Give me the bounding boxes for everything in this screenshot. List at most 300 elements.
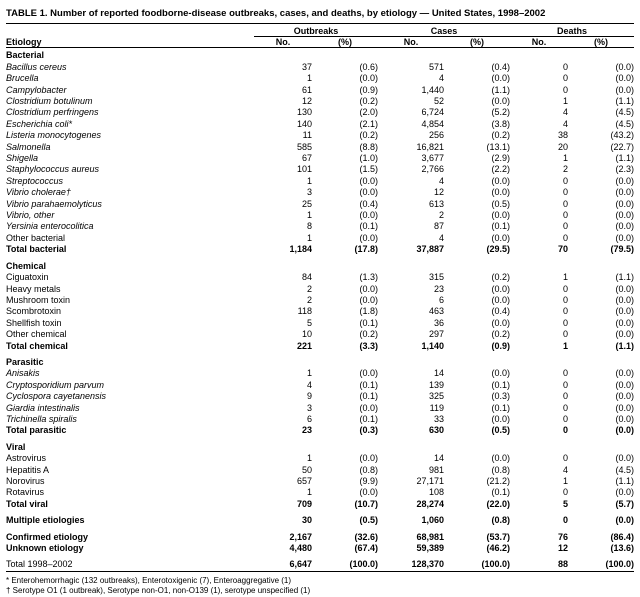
table-row bbox=[6, 107, 634, 118]
cell-cases-pct: (0.2) bbox=[491, 272, 510, 283]
cell-deaths-pct: (0.0) bbox=[615, 306, 634, 317]
cell-cases-pct: (0.0) bbox=[491, 232, 510, 243]
cell-cases-no: 128,370 bbox=[411, 559, 444, 570]
cell-outbreaks-pct: (0.6) bbox=[359, 61, 378, 72]
cell-outbreaks-pct: (0.0) bbox=[359, 487, 378, 498]
cell-outbreaks-pct: (0.1) bbox=[359, 413, 378, 424]
cell-outbreaks-no: 37 bbox=[301, 61, 312, 72]
cell-outbreaks-no: 2 bbox=[306, 283, 312, 294]
table-row bbox=[6, 453, 634, 464]
cell-outbreaks-no: 130 bbox=[296, 107, 312, 118]
cell-cases-no: 87 bbox=[433, 221, 444, 232]
table-row bbox=[6, 73, 634, 84]
cell-cases-pct: (0.0) bbox=[491, 283, 510, 294]
cell-cases-pct: (0.4) bbox=[491, 61, 510, 72]
cell-deaths-pct: (0.0) bbox=[615, 187, 634, 198]
cell-cases-no: 1,440 bbox=[421, 84, 444, 95]
cell-outbreaks-no: 6,647 bbox=[289, 559, 312, 570]
section-header-viral bbox=[6, 442, 634, 453]
cell-deaths-no: 70 bbox=[557, 244, 568, 255]
table-row bbox=[6, 306, 634, 317]
cell-cases-pct: (5.2) bbox=[491, 107, 510, 118]
cell-outbreaks-pct: (8.8) bbox=[359, 141, 378, 152]
cell-outbreaks-pct: (0.0) bbox=[359, 232, 378, 243]
cell-outbreaks-pct: (0.1) bbox=[359, 221, 378, 232]
column-header-cases-no: No. bbox=[403, 37, 419, 48]
cell-outbreaks-no: 101 bbox=[296, 164, 312, 175]
table-row bbox=[6, 199, 634, 210]
cell-cases-pct: (0.0) bbox=[491, 368, 510, 379]
table-row bbox=[6, 284, 634, 295]
section-empty-cell bbox=[312, 357, 378, 368]
cell-outbreaks-pct: (0.5) bbox=[359, 515, 378, 526]
row-label: Trichinella spiralis bbox=[6, 413, 77, 424]
cell-outbreaks-no: 84 bbox=[301, 272, 312, 283]
cell-deaths-pct: (0.0) bbox=[615, 329, 634, 340]
group-header-outbreaks: Outbreaks bbox=[254, 26, 378, 37]
cell-cases-pct: (0.0) bbox=[491, 187, 510, 198]
row-label: Heavy metals bbox=[6, 283, 61, 294]
row-label: Clostridium perfringens bbox=[6, 107, 99, 118]
row-label: Anisakis bbox=[6, 368, 40, 379]
table-row bbox=[6, 164, 634, 175]
cell-outbreaks-no: 2,167 bbox=[289, 531, 312, 542]
table-row bbox=[6, 499, 634, 510]
table-row bbox=[6, 380, 634, 391]
section-empty-cell bbox=[510, 357, 568, 368]
cell-deaths-pct: (0.0) bbox=[615, 425, 634, 436]
row-label: Cyclospora cayetanensis bbox=[6, 391, 107, 402]
row-label: Hepatitis A bbox=[6, 464, 50, 475]
cell-deaths-pct: (0.0) bbox=[615, 175, 634, 186]
cell-cases-no: 14 bbox=[433, 368, 444, 379]
table-row bbox=[6, 221, 634, 232]
cell-outbreaks-pct: (1.3) bbox=[359, 272, 378, 283]
cell-cases-no: 23 bbox=[433, 283, 444, 294]
cell-outbreaks-no: 67 bbox=[301, 153, 312, 164]
cell-cases-no: 37,887 bbox=[416, 244, 444, 255]
cell-outbreaks-pct: (0.2) bbox=[359, 329, 378, 340]
cell-outbreaks-no: 6 bbox=[306, 413, 312, 424]
cell-outbreaks-no: 118 bbox=[297, 306, 312, 317]
cell-outbreaks-no: 23 bbox=[301, 425, 312, 436]
cell-outbreaks-pct: (0.2) bbox=[359, 130, 378, 141]
summary-row-unknown bbox=[6, 543, 634, 554]
cell-cases-no: 4 bbox=[438, 175, 444, 186]
cell-outbreaks-no: 61 bbox=[301, 84, 312, 95]
cell-outbreaks-pct: (0.3) bbox=[359, 425, 378, 436]
row-label: Listeria monocytogenes bbox=[6, 130, 102, 141]
cell-outbreaks-no: 1,184 bbox=[289, 244, 312, 255]
cell-cases-pct: (0.0) bbox=[491, 175, 510, 186]
cell-outbreaks-no: 1 bbox=[306, 487, 312, 498]
cell-deaths-pct: (0.0) bbox=[615, 61, 634, 72]
section-empty-cell bbox=[312, 50, 378, 61]
table-row bbox=[6, 62, 634, 73]
row-label: Vibrio cholerae† bbox=[6, 187, 71, 198]
cell-outbreaks-pct: (0.4) bbox=[359, 198, 378, 209]
cell-deaths-no: 0 bbox=[562, 368, 568, 379]
cell-cases-no: 1,140 bbox=[421, 340, 444, 351]
cell-cases-pct: (53.7) bbox=[486, 531, 510, 542]
cell-deaths-pct: (0.0) bbox=[615, 487, 634, 498]
row-label: Total 1998–2002 bbox=[6, 559, 73, 570]
page-title: TABLE 1. Number of reported foodborne-disease outbreaks, cases, and deaths, by etiology — United States, 1998–2002 bbox=[6, 8, 546, 19]
cell-cases-pct: (0.9) bbox=[491, 340, 510, 351]
cell-cases-pct: (0.5) bbox=[491, 198, 510, 209]
table-row bbox=[6, 329, 634, 340]
cell-cases-no: 630 bbox=[428, 425, 444, 436]
cell-cases-pct: (0.0) bbox=[491, 294, 510, 305]
table-row bbox=[6, 210, 634, 221]
row-label: Bacillus cereus bbox=[6, 61, 67, 72]
row-label: Brucella bbox=[6, 73, 39, 84]
cell-outbreaks-pct: (9.9) bbox=[359, 476, 378, 487]
row-label: Staphylococcus aureus bbox=[6, 164, 100, 175]
cell-cases-no: 325 bbox=[428, 391, 444, 402]
cell-deaths-pct: (1.1) bbox=[615, 96, 634, 107]
section-empty-cell bbox=[254, 261, 312, 272]
row-label: Other bacterial bbox=[6, 232, 66, 243]
cell-deaths-no: 1 bbox=[562, 476, 568, 487]
cell-deaths-pct: (0.0) bbox=[615, 413, 634, 424]
cell-outbreaks-pct: (0.2) bbox=[359, 96, 378, 107]
cell-cases-pct: (0.0) bbox=[491, 73, 510, 84]
cell-cases-pct: (21.2) bbox=[486, 476, 510, 487]
cell-deaths-no: 1 bbox=[562, 340, 568, 351]
column-header-etiology: Etiology bbox=[6, 37, 42, 48]
cell-cases-no: 3,677 bbox=[421, 153, 444, 164]
table-row bbox=[6, 391, 634, 402]
cell-deaths-no: 0 bbox=[562, 306, 568, 317]
table-row bbox=[6, 341, 634, 352]
cell-outbreaks-no: 1 bbox=[306, 232, 312, 243]
cell-cases-no: 12 bbox=[433, 187, 444, 198]
cell-outbreaks-no: 9 bbox=[306, 391, 312, 402]
cell-outbreaks-no: 1 bbox=[306, 453, 312, 464]
cell-outbreaks-pct: (0.0) bbox=[359, 187, 378, 198]
cell-deaths-pct: (22.7) bbox=[610, 141, 634, 152]
cell-outbreaks-no: 4 bbox=[306, 379, 312, 390]
cell-deaths-pct: (0.0) bbox=[615, 391, 634, 402]
cell-deaths-no: 0 bbox=[562, 329, 568, 340]
row-label: Rotavirus bbox=[6, 487, 45, 498]
cell-deaths-no: 88 bbox=[557, 559, 568, 570]
cell-deaths-no: 0 bbox=[562, 84, 568, 95]
cell-deaths-pct: (4.5) bbox=[615, 118, 634, 129]
table-row bbox=[6, 130, 634, 141]
cell-cases-no: 4 bbox=[438, 73, 444, 84]
cell-deaths-pct: (1.1) bbox=[615, 153, 634, 164]
section-empty-cell bbox=[312, 442, 378, 453]
cell-outbreaks-pct: (32.6) bbox=[354, 531, 378, 542]
cell-deaths-no: 5 bbox=[562, 498, 568, 509]
cell-deaths-no: 0 bbox=[562, 402, 568, 413]
cell-outbreaks-pct: (17.8) bbox=[354, 244, 378, 255]
section-empty-cell bbox=[510, 442, 568, 453]
cell-deaths-pct: (0.0) bbox=[615, 402, 634, 413]
cell-outbreaks-pct: (1.0) bbox=[359, 153, 378, 164]
cell-deaths-no: 0 bbox=[562, 391, 568, 402]
cell-cases-pct: (0.2) bbox=[491, 329, 510, 340]
table-row bbox=[6, 476, 634, 487]
table-row bbox=[6, 295, 634, 306]
cell-outbreaks-pct: (0.0) bbox=[359, 210, 378, 221]
section-empty-cell bbox=[568, 50, 634, 61]
cell-cases-no: 1,060 bbox=[421, 515, 444, 526]
cell-cases-pct: (100.0) bbox=[481, 559, 510, 570]
table-row bbox=[6, 96, 634, 107]
cell-cases-no: 2,766 bbox=[421, 164, 444, 175]
cell-outbreaks-pct: (0.1) bbox=[359, 317, 378, 328]
cell-outbreaks-pct: (0.0) bbox=[359, 175, 378, 186]
table-row bbox=[6, 187, 634, 198]
cell-outbreaks-no: 1 bbox=[306, 175, 312, 186]
cell-outbreaks-pct: (0.0) bbox=[359, 453, 378, 464]
cell-cases-no: 6 bbox=[438, 294, 444, 305]
cell-deaths-pct: (0.0) bbox=[615, 515, 634, 526]
cell-deaths-pct: (86.4) bbox=[610, 531, 634, 542]
section-header-parasitic bbox=[6, 357, 634, 368]
cell-deaths-pct: (0.0) bbox=[615, 317, 634, 328]
section-empty-cell bbox=[378, 261, 444, 272]
cell-outbreaks-no: 1 bbox=[306, 368, 312, 379]
table-row bbox=[6, 414, 634, 425]
cell-deaths-pct: (0.0) bbox=[615, 294, 634, 305]
column-header-deaths-pct: (%) bbox=[594, 37, 608, 48]
cell-cases-no: 33 bbox=[433, 413, 444, 424]
cell-deaths-no: 4 bbox=[562, 107, 568, 118]
row-label: Norovirus bbox=[6, 476, 45, 487]
cell-deaths-no: 0 bbox=[562, 487, 568, 498]
cell-cases-pct: (0.3) bbox=[491, 391, 510, 402]
cell-deaths-pct: (13.6) bbox=[610, 543, 634, 554]
rule-bottom bbox=[6, 571, 634, 574]
cell-outbreaks-no: 25 bbox=[301, 198, 312, 209]
cell-cases-pct: (0.1) bbox=[491, 379, 510, 390]
cell-deaths-pct: (4.5) bbox=[615, 464, 634, 475]
footnote-asterisk: * Enterohemorrhagic (132 outbreaks), Enterotoxigenic (7), Enteroaggregative (1) bbox=[6, 575, 292, 585]
table-row bbox=[6, 153, 634, 164]
row-label: Astrovirus bbox=[6, 453, 47, 464]
cell-outbreaks-no: 1 bbox=[306, 73, 312, 84]
cell-cases-pct: (0.0) bbox=[491, 317, 510, 328]
cell-cases-no: 6,724 bbox=[421, 107, 444, 118]
section-empty-cell bbox=[378, 357, 444, 368]
group-header-spacer bbox=[6, 26, 254, 37]
cell-deaths-pct: (5.7) bbox=[615, 498, 634, 509]
cell-outbreaks-no: 11 bbox=[302, 130, 312, 141]
cell-cases-no: 108 bbox=[428, 487, 444, 498]
cell-cases-no: 28,274 bbox=[416, 498, 444, 509]
row-label: Total bacterial bbox=[6, 244, 67, 255]
cell-deaths-no: 0 bbox=[562, 210, 568, 221]
section-empty-cell bbox=[254, 357, 312, 368]
cell-outbreaks-pct: (0.0) bbox=[359, 73, 378, 84]
cell-deaths-pct: (4.5) bbox=[615, 107, 634, 118]
table-row bbox=[6, 85, 634, 96]
table-row bbox=[6, 244, 634, 255]
table-row bbox=[6, 487, 634, 498]
group-header-cases: Cases bbox=[378, 26, 510, 37]
section-empty-cell bbox=[254, 442, 312, 453]
summary-row-multiple bbox=[6, 515, 634, 526]
table-row bbox=[6, 176, 634, 187]
section-empty-cell bbox=[510, 261, 568, 272]
cell-deaths-pct: (79.5) bbox=[610, 244, 634, 255]
table-row bbox=[6, 142, 634, 153]
section-header-bacterial bbox=[6, 50, 634, 61]
section-empty-cell bbox=[444, 442, 510, 453]
column-header-outbreaks-no: No. bbox=[275, 37, 291, 48]
column-header-outbreaks-pct: (%) bbox=[338, 37, 352, 48]
cell-deaths-no: 0 bbox=[562, 175, 568, 186]
section-empty-cell bbox=[312, 261, 378, 272]
cell-outbreaks-pct: (0.0) bbox=[359, 283, 378, 294]
cell-outbreaks-no: 221 bbox=[296, 340, 312, 351]
row-label: Salmonella bbox=[6, 141, 51, 152]
cell-outbreaks-no: 10 bbox=[301, 329, 312, 340]
section-empty-cell bbox=[444, 357, 510, 368]
cell-outbreaks-no: 3 bbox=[306, 402, 312, 413]
cell-outbreaks-no: 585 bbox=[296, 141, 312, 152]
cell-outbreaks-pct: (0.0) bbox=[359, 294, 378, 305]
section-header-chemical bbox=[6, 261, 634, 272]
cell-deaths-no: 0 bbox=[562, 294, 568, 305]
cell-outbreaks-no: 30 bbox=[301, 515, 312, 526]
footnotes bbox=[6, 576, 634, 597]
cell-outbreaks-pct: (67.4) bbox=[354, 543, 378, 554]
cell-cases-pct: (1.1) bbox=[491, 84, 510, 95]
cell-cases-no: 139 bbox=[428, 379, 444, 390]
cell-deaths-no: 12 bbox=[557, 543, 568, 554]
cell-cases-pct: (0.8) bbox=[491, 515, 510, 526]
cell-outbreaks-no: 50 bbox=[301, 464, 312, 475]
row-label: Clostridium botulinum bbox=[6, 96, 93, 107]
cell-outbreaks-no: 140 bbox=[296, 118, 312, 129]
cell-deaths-no: 0 bbox=[562, 221, 568, 232]
cell-deaths-no: 38 bbox=[557, 130, 568, 141]
cell-outbreaks-pct: (0.0) bbox=[359, 402, 378, 413]
cell-outbreaks-no: 1 bbox=[306, 210, 312, 221]
cell-outbreaks-no: 657 bbox=[296, 476, 312, 487]
cell-outbreaks-pct: (10.7) bbox=[354, 498, 378, 509]
cell-cases-pct: (0.1) bbox=[491, 402, 510, 413]
section-empty-cell bbox=[568, 261, 634, 272]
cell-deaths-no: 0 bbox=[562, 73, 568, 84]
foodborne-disease-table bbox=[6, 23, 634, 573]
cell-outbreaks-pct: (100.0) bbox=[349, 559, 378, 570]
section-empty-cell bbox=[254, 50, 312, 61]
cell-outbreaks-pct: (3.3) bbox=[359, 340, 378, 351]
row-label: Multiple etiologies bbox=[6, 515, 85, 526]
cell-deaths-pct: (0.0) bbox=[615, 232, 634, 243]
cell-deaths-pct: (0.0) bbox=[615, 198, 634, 209]
cell-deaths-no: 0 bbox=[562, 187, 568, 198]
column-header-deaths-no: No. bbox=[531, 37, 547, 48]
row-label: Cryptosporidium parvum bbox=[6, 379, 105, 390]
cell-cases-pct: (29.5) bbox=[486, 244, 510, 255]
group-header-deaths: Deaths bbox=[510, 26, 634, 37]
summary-row-confirmed bbox=[6, 532, 634, 543]
row-label: Shigella bbox=[6, 153, 39, 164]
table-row bbox=[6, 368, 634, 379]
table-row bbox=[6, 425, 634, 436]
cell-cases-pct: (2.2) bbox=[491, 164, 510, 175]
cell-cases-pct: (0.0) bbox=[491, 453, 510, 464]
cell-deaths-no: 0 bbox=[562, 425, 568, 436]
cell-cases-no: 2 bbox=[438, 210, 444, 221]
cell-deaths-no: 0 bbox=[562, 317, 568, 328]
cell-deaths-pct: (2.3) bbox=[615, 164, 634, 175]
cell-deaths-pct: (0.0) bbox=[615, 210, 634, 221]
cell-cases-no: 52 bbox=[433, 96, 444, 107]
row-label: Unknown etiology bbox=[6, 543, 84, 554]
group-header-row bbox=[6, 26, 634, 37]
cell-cases-pct: (0.2) bbox=[491, 130, 510, 141]
cell-outbreaks-pct: (1.8) bbox=[359, 306, 378, 317]
cell-deaths-no: 2 bbox=[562, 164, 568, 175]
section-empty-cell bbox=[444, 261, 510, 272]
section-empty-cell bbox=[378, 442, 444, 453]
cell-cases-pct: (0.1) bbox=[491, 221, 510, 232]
cell-outbreaks-pct: (0.1) bbox=[359, 379, 378, 390]
cell-deaths-pct: (0.0) bbox=[615, 73, 634, 84]
cell-cases-pct: (3.8) bbox=[491, 118, 510, 129]
table-row bbox=[6, 119, 634, 130]
table-row bbox=[6, 233, 634, 244]
cell-cases-no: 16,821 bbox=[416, 141, 444, 152]
cell-deaths-pct: (100.0) bbox=[605, 559, 634, 570]
cell-deaths-no: 0 bbox=[562, 198, 568, 209]
cell-deaths-no: 0 bbox=[562, 283, 568, 294]
cell-deaths-pct: (0.0) bbox=[615, 221, 634, 232]
cell-deaths-pct: (1.1) bbox=[615, 476, 634, 487]
section-label: Chemical bbox=[6, 260, 47, 271]
cell-deaths-pct: (0.0) bbox=[615, 453, 634, 464]
cell-cases-pct: (0.0) bbox=[491, 96, 510, 107]
row-label: Yersinia enterocolitica bbox=[6, 221, 94, 232]
row-label: Escherichia coli* bbox=[6, 118, 73, 129]
cell-deaths-no: 4 bbox=[562, 118, 568, 129]
section-label: Viral bbox=[6, 441, 26, 452]
cell-outbreaks-no: 8 bbox=[306, 221, 312, 232]
cell-outbreaks-pct: (1.5) bbox=[359, 164, 378, 175]
cell-cases-pct: (2.9) bbox=[491, 153, 510, 164]
row-label: Total parasitic bbox=[6, 425, 67, 436]
cell-outbreaks-no: 12 bbox=[301, 96, 312, 107]
cell-cases-no: 59,389 bbox=[416, 543, 444, 554]
cell-cases-no: 315 bbox=[428, 272, 444, 283]
table-row bbox=[6, 465, 634, 476]
cell-deaths-pct: (0.0) bbox=[615, 368, 634, 379]
column-header-row bbox=[6, 37, 634, 48]
row-label: Total viral bbox=[6, 498, 48, 509]
cell-cases-pct: (0.4) bbox=[491, 306, 510, 317]
cell-outbreaks-no: 5 bbox=[306, 317, 312, 328]
footnote-dagger: † Serotype O1 (1 outbreak), Serotype non-O1, non-O139 (1), serotype unspecified (1) bbox=[6, 586, 311, 596]
table-row bbox=[6, 272, 634, 283]
cell-cases-no: 297 bbox=[428, 329, 444, 340]
cell-cases-pct: (13.1) bbox=[486, 141, 510, 152]
row-label: Campylobacter bbox=[6, 84, 67, 95]
row-label: Giardia intestinalis bbox=[6, 402, 80, 413]
table-row bbox=[6, 403, 634, 414]
cell-outbreaks-pct: (0.9) bbox=[359, 84, 378, 95]
section-empty-cell bbox=[510, 50, 568, 61]
cell-cases-no: 27,171 bbox=[416, 476, 444, 487]
cell-cases-pct: (0.0) bbox=[491, 210, 510, 221]
